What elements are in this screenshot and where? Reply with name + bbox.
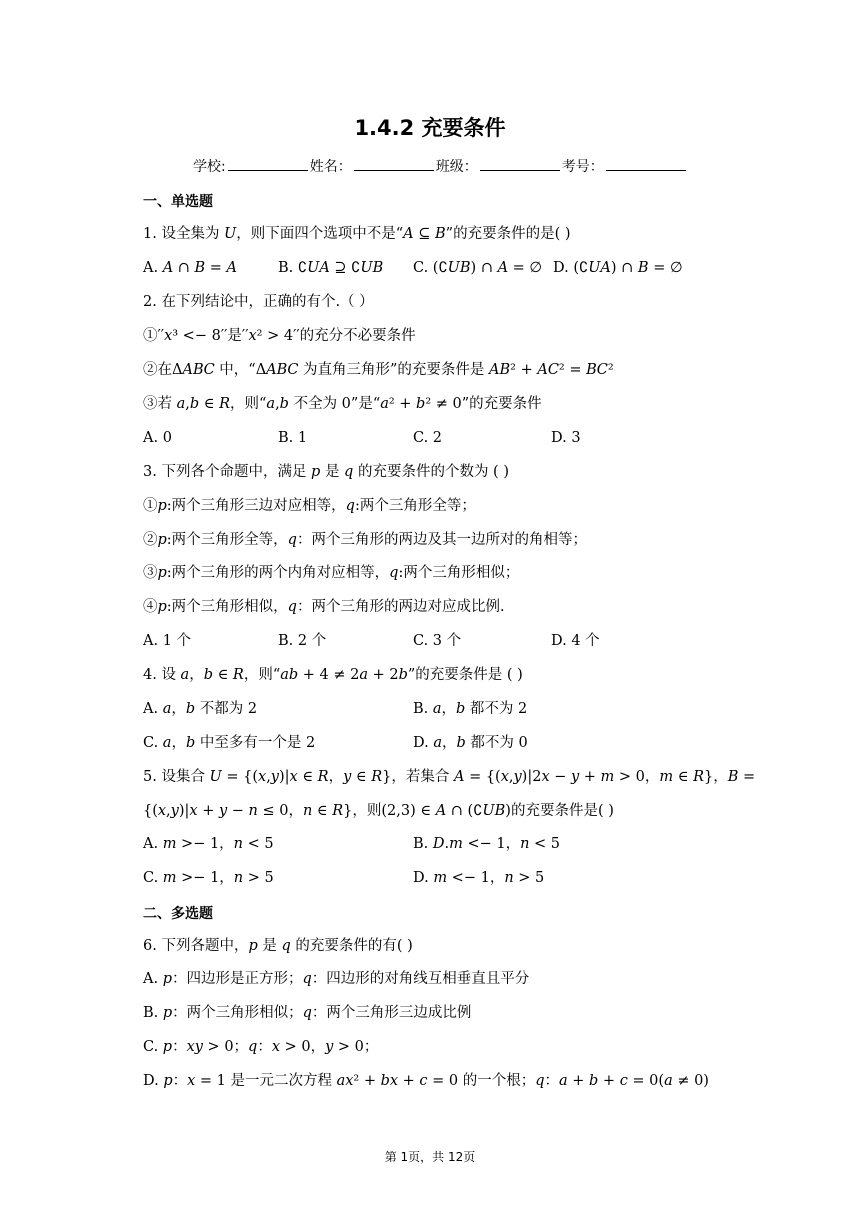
class-label: 班级： xyxy=(435,159,478,175)
q2-statement-1: ①′′𝑥³ <− 8′′是′′𝑥² > 4′′的充分不必要条件 xyxy=(143,328,416,344)
page-title: 1.4.2 充要条件 xyxy=(354,116,506,140)
q4-option-c: C. 𝑎，𝑏 中至多有一个是 2 xyxy=(143,735,316,751)
q6-option-b: B. 𝑝：两个三角形相似；𝑞：两个三角形三边成比例 xyxy=(143,1005,472,1021)
q5-option-b: B. 𝐷.𝑚 <− 1，𝑛 < 5 xyxy=(413,836,561,852)
q1-option-c: C. (∁𝑈𝐵) ∩ 𝐴 = ∅ xyxy=(413,260,543,276)
name-label: 姓名： xyxy=(309,159,352,175)
question-6-stem: 6. 下列各题中，𝑝 是 𝑞 的充要条件的有( ) xyxy=(143,938,413,954)
question-5-stem-line-1: 5. 设集合 𝑈 = {(𝑥,𝑦)|𝑥 ∈ 𝑅，𝑦 ∈ 𝑅}，若集合 𝐴 = {(𝑥,𝑦)|2𝑥 − 𝑦 + 𝑚 > 0，𝑚 ∈ 𝑅}，𝐵 = xyxy=(143,769,756,785)
question-2-stem: 2. 在下列结论中，正确的有个.（ ） xyxy=(143,294,374,310)
q6-option-a: A. 𝑝：四边形是正方形；𝑞：四边形的对角线互相垂直且平分 xyxy=(143,971,530,987)
question-3-stem: 3. 下列各个命题中，满足 𝑝 是 𝑞 的充要条件的个数为 ( ) xyxy=(143,464,509,480)
q6-option-d: D. 𝑝：𝑥 = 1 是一元二次方程 𝑎𝑥² + 𝑏𝑥 + 𝑐 = 0 的一个根；𝑞：𝑎 + 𝑏 + 𝑐 = 0(𝑎 ≠ 0) xyxy=(143,1073,709,1089)
school-label: 学校: xyxy=(193,159,226,175)
number-blank xyxy=(606,158,686,171)
q3-option-a: A. 1 个 xyxy=(143,633,192,649)
class-blank xyxy=(480,158,560,171)
q3-option-d: D. 4 个 xyxy=(551,633,600,649)
q2-statement-2: ②在Δ𝐴𝐵𝐶 中，“Δ𝐴𝐵𝐶 为直角三角形”的充要条件是 𝐴𝐵² + 𝐴𝐶² = 𝐵𝐶² xyxy=(143,362,614,378)
question-5-stem-line-2: {(𝑥,𝑦)|𝑥 + 𝑦 − 𝑛 ≤ 0，𝑛 ∈ 𝑅}，则(2,3) ∈ 𝐴 ∩ (∁𝑈𝐵)的充要条件是( ) xyxy=(143,803,614,819)
question-4-stem: 4. 设 𝑎，𝑏 ∈ 𝑅，则“𝑎𝑏 + 4 ≠ 2𝑎 + 2𝑏”的充要条件是 ( ) xyxy=(143,667,523,683)
school-blank xyxy=(228,158,308,171)
q2-option-a: A. 0 xyxy=(143,430,172,446)
q1-option-a: A. 𝐴 ∩ 𝐵 = 𝐴 xyxy=(143,260,238,276)
section-heading-single: 一、单选题 xyxy=(143,194,213,210)
q6-option-c: C. 𝑝：𝑥𝑦 > 0；𝑞：𝑥 > 0，𝑦 > 0； xyxy=(143,1039,379,1055)
q1-option-b: B. ∁𝑈𝐴 ⊇ ∁𝑈𝐵 xyxy=(278,260,384,276)
question-1-stem: 1. 设全集为 𝑈，则下面四个选项中不是“𝐴 ⊆ 𝐵”的充要条件的是( ) xyxy=(143,226,571,242)
q2-statement-3: ③若 𝑎,𝑏 ∈ 𝑅，则“𝑎,𝑏 不全为 0”是“𝑎² + 𝑏² ≠ 0”的充要条件 xyxy=(143,396,542,412)
q3-statement-4: ④𝑝:两个三角形相似，𝑞：两个三角形的两边对应成比例. xyxy=(143,599,505,615)
section-heading-multiple: 二、多选题 xyxy=(143,906,213,922)
q2-option-b: B. 1 xyxy=(278,430,308,446)
page-footer: 第 1页，共 12页 xyxy=(384,1150,476,1164)
q3-option-b: B. 2 个 xyxy=(278,633,327,649)
q2-option-c: C. 2 xyxy=(413,430,443,446)
q3-statement-2: ②𝑝:两个三角形全等，𝑞：两个三角形的两边及其一边所对的角相等； xyxy=(143,532,587,548)
q3-statement-3: ③𝑝:两个三角形的两个内角对应相等，𝑞:两个三角形相似； xyxy=(143,565,520,581)
q4-option-a: A. 𝑎，𝑏 不都为 2 xyxy=(143,701,258,717)
q3-option-c: C. 3 个 xyxy=(413,633,462,649)
q2-option-d: D. 3 xyxy=(551,430,581,446)
q5-option-c: C. 𝑚 >− 1，𝑛 > 5 xyxy=(143,870,274,886)
number-label: 考号： xyxy=(561,159,604,175)
student-info-line xyxy=(193,156,688,176)
q5-option-a: A. 𝑚 >− 1，𝑛 < 5 xyxy=(143,836,274,852)
q4-option-d: D. 𝑎，𝑏 都不为 0 xyxy=(413,735,528,751)
q5-option-d: D. 𝑚 <− 1，𝑛 > 5 xyxy=(413,870,545,886)
q3-statement-1: ①𝑝:两个三角形三边对应相等，𝑞:两个三角形全等； xyxy=(143,498,476,514)
q4-option-b: B. 𝑎，𝑏 都不为 2 xyxy=(413,701,528,717)
name-blank xyxy=(354,158,434,171)
q1-option-d: D. (∁𝑈𝐴) ∩ 𝐵 = ∅ xyxy=(553,260,683,276)
